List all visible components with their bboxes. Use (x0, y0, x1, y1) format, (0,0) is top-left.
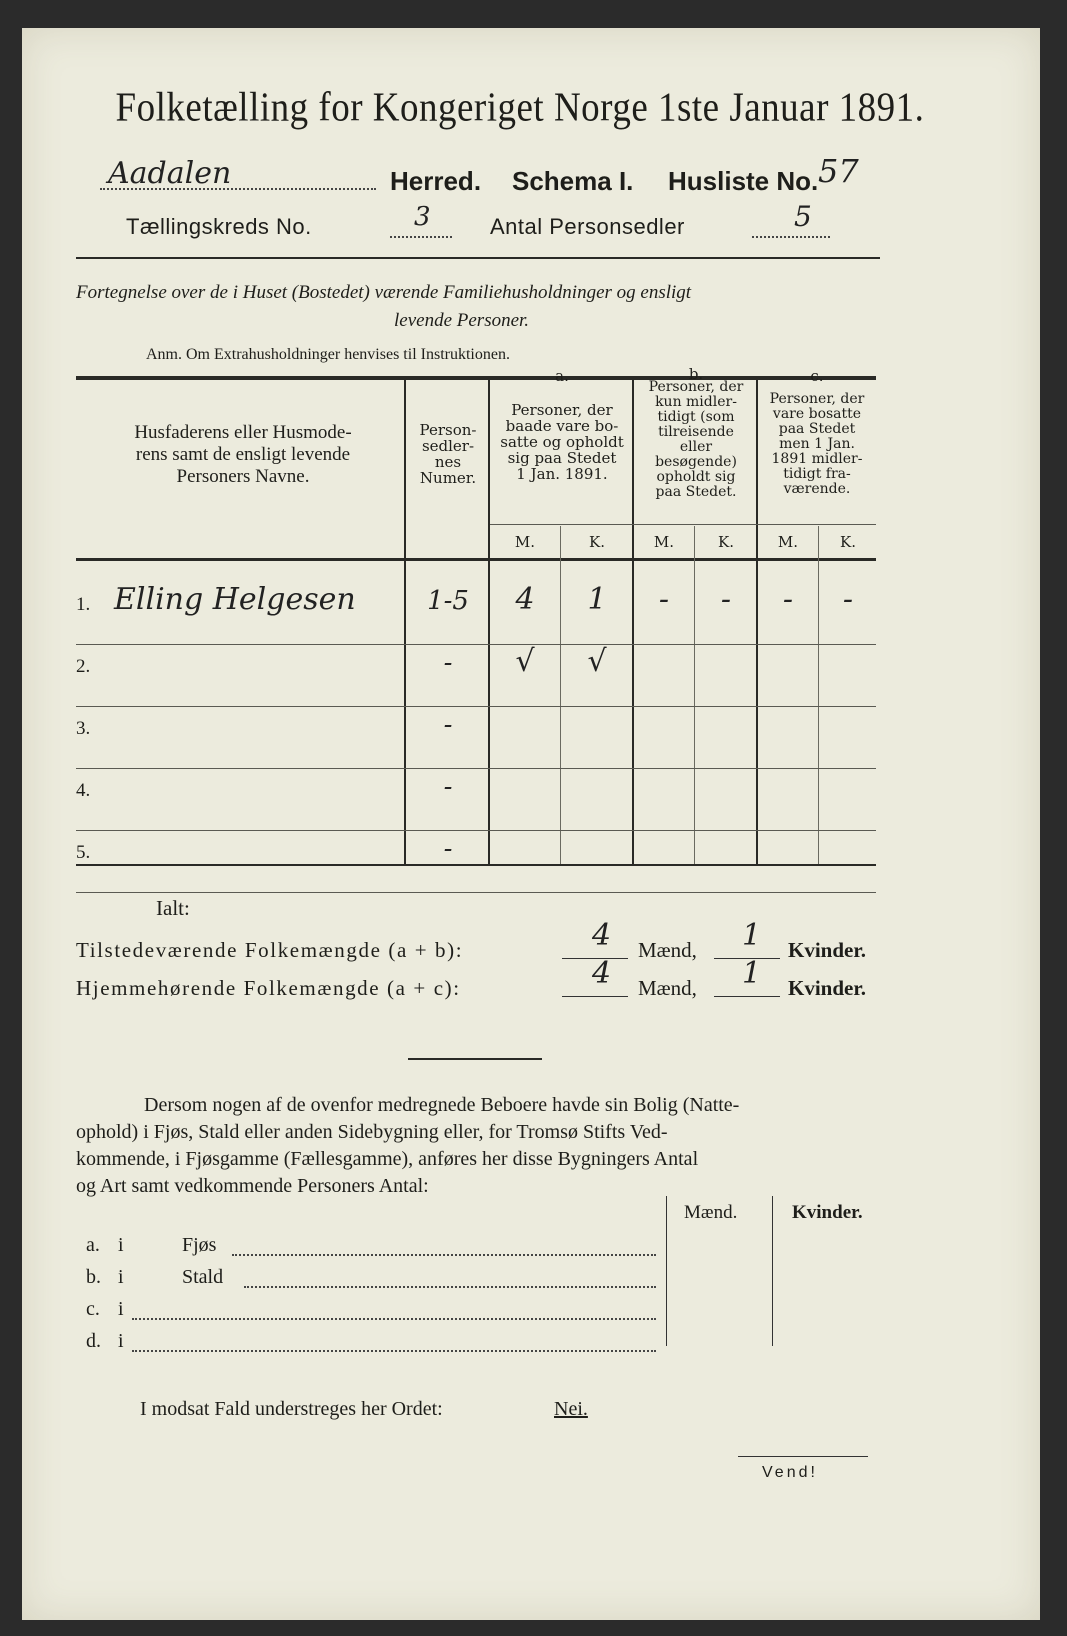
note-col-divider-1 (666, 1196, 667, 1346)
row-rule (76, 644, 876, 645)
row-bk: - (720, 582, 732, 617)
row-rule (76, 830, 876, 831)
col-c-m: M. (777, 533, 799, 551)
hjemme-maend-line (562, 996, 628, 997)
row-number: 4. (76, 780, 91, 801)
ialt-label: Ialt: (156, 896, 190, 920)
note-item-dotted-line (232, 1254, 656, 1256)
taellingskreds-label: Tællingskreds No. (126, 214, 312, 239)
row-rule (76, 706, 876, 707)
row-rule (76, 768, 876, 769)
col-divider-c-mk (818, 526, 819, 864)
note-item-i: i (118, 1298, 124, 1320)
col-divider-b-mk (694, 526, 695, 864)
col-a-k: K. (589, 533, 605, 551)
col-a-header: Personer, der baade vare bo- satte og opholdt sig paa Stedet 1 Jan. 1891. (500, 401, 624, 483)
note-item-i: i (118, 1266, 124, 1288)
husliste-value: 57 (818, 152, 859, 190)
col-name-header: Husfaderens eller Husmode- rens samt de ensligt levende Personers Navne. (134, 422, 352, 487)
hjemme-kvinder: 1 (742, 956, 762, 991)
personsedler-value: 5 (794, 200, 812, 233)
row-numer: - (443, 772, 453, 802)
tilstede-maend: 4 (592, 918, 612, 953)
note-item-letter: c. (86, 1298, 100, 1320)
row-numer: - (443, 834, 453, 864)
col-a-letter: a. (555, 367, 569, 385)
hjemme-maend: 4 (592, 956, 612, 991)
herred-label: Herred. (390, 166, 482, 196)
herred-dotted-line (100, 188, 376, 190)
intro-line-1: Fortegnelse over de i Huset (Bostedet) værende Familiehusholdninger og ensligt (76, 282, 692, 303)
row-numer: 1-5 (427, 586, 469, 616)
nei-word: Nei. (554, 1398, 588, 1420)
personsedler-label: Antal Personsedler (490, 214, 685, 239)
note-item-dotted-line (132, 1318, 656, 1320)
husliste-label: Husliste No. (668, 166, 819, 196)
tilstede-kvinder-label: Kvinder. (788, 938, 866, 962)
separator-rule (408, 1058, 542, 1060)
note-item-label: Fjøs (182, 1234, 217, 1256)
intro-line-2: levende Personer. (394, 310, 530, 331)
note-item-letter: b. (86, 1266, 101, 1288)
tilstede-label: Tilstedeværende Folkemængde (a + b): (76, 938, 464, 962)
hjemme-kvinder-line (714, 996, 780, 997)
row-cm: - (782, 582, 794, 617)
note-item-i: i (118, 1234, 124, 1256)
form-title: Folketælling for Kongeriget Norge 1ste Januar 1891. (115, 84, 925, 131)
vend-text: Vend! (762, 1464, 818, 1481)
vend-rule (738, 1456, 868, 1457)
taellingskreds-dotted-line (390, 236, 452, 238)
row-number: 5. (76, 842, 91, 863)
col-numer-header: Person- sedler- nes Numer. (419, 421, 477, 487)
col-c-header: Personer, der vare bosatte paa Stedet men 1 Jan. 1891 midler- tidigt fra- værende. (769, 391, 865, 497)
col-b-k: K. (718, 533, 734, 551)
row-rule (76, 892, 876, 893)
row-name: Elling Helgesen (114, 582, 356, 617)
hjemme-maend-label: Mænd, (638, 976, 697, 1000)
note-item-label: Stald (182, 1266, 224, 1288)
col-b-header: Personer, der kun midler- tidigt (som tilreisende eller besøgende) opholdt sig paa Stedet. (648, 379, 744, 500)
row-am: 4 (515, 582, 535, 617)
note-col-divider-2 (772, 1196, 773, 1346)
col-c-k: K. (840, 533, 856, 551)
tilstede-maend-label: Mænd, (638, 938, 697, 962)
taellingskreds-value: 3 (414, 202, 431, 232)
row-am: √ (515, 644, 535, 679)
modsat-text: I modsat Fald understreges her Ordet: (140, 1398, 443, 1420)
hjemme-kvinder-label: Kvinder. (788, 976, 866, 1000)
note-item-letter: a. (86, 1234, 100, 1256)
col-b-m: M. (653, 533, 675, 551)
row-number: 2. (76, 656, 91, 677)
note-col-maend: Mænd. (684, 1202, 738, 1223)
row-ck: - (842, 582, 854, 617)
col-a-m: M. (514, 533, 536, 551)
census-form-page (22, 28, 1040, 1620)
row-ak: 1 (587, 582, 607, 617)
note-item-dotted-line (132, 1350, 656, 1352)
mk-header-rule (490, 524, 876, 525)
note-paragraph: Dersom nogen af de ovenfor medregnede Beboere havde sin Bolig (Natte- ophold) i Fjøs, Stald eller anden Sidebygning eller, for Tromsø Stifts Ved- kommende, i Fjøsgamme (Fællesgamme), anføres her disse Bygningers Antal og Art samt vedkommende Personers Antal: (76, 1094, 740, 1197)
personsedler-dotted-line (752, 236, 830, 238)
note-item-letter: d. (86, 1330, 101, 1352)
col-b-letter: b. (688, 365, 704, 383)
schema-label: Schema I. (512, 166, 634, 196)
hjemme-label: Hjemmehørende Folkemængde (a + c): (76, 976, 461, 1000)
table-bottom-rule (76, 864, 876, 866)
col-divider-numer (488, 380, 490, 864)
row-numer: - (443, 710, 453, 740)
row-number: 3. (76, 718, 91, 739)
herred-value: Aadalen (108, 156, 232, 191)
header-rule (76, 257, 880, 259)
row-bm: - (658, 582, 670, 617)
row-number: 1. (76, 594, 91, 615)
tilstede-kvinder: 1 (742, 918, 762, 953)
col-divider-name (404, 380, 406, 864)
note-col-kvinder: Kvinder. (792, 1202, 863, 1223)
col-divider-a-mk (560, 526, 561, 864)
col-c-letter: c. (810, 367, 824, 385)
anm-note: Anm. Om Extrahusholdninger henvises til Instruktionen. (146, 346, 510, 363)
note-item-dotted-line (244, 1286, 656, 1288)
note-item-i: i (118, 1330, 124, 1352)
row-ak: √ (587, 644, 607, 679)
row-numer: - (443, 648, 453, 678)
